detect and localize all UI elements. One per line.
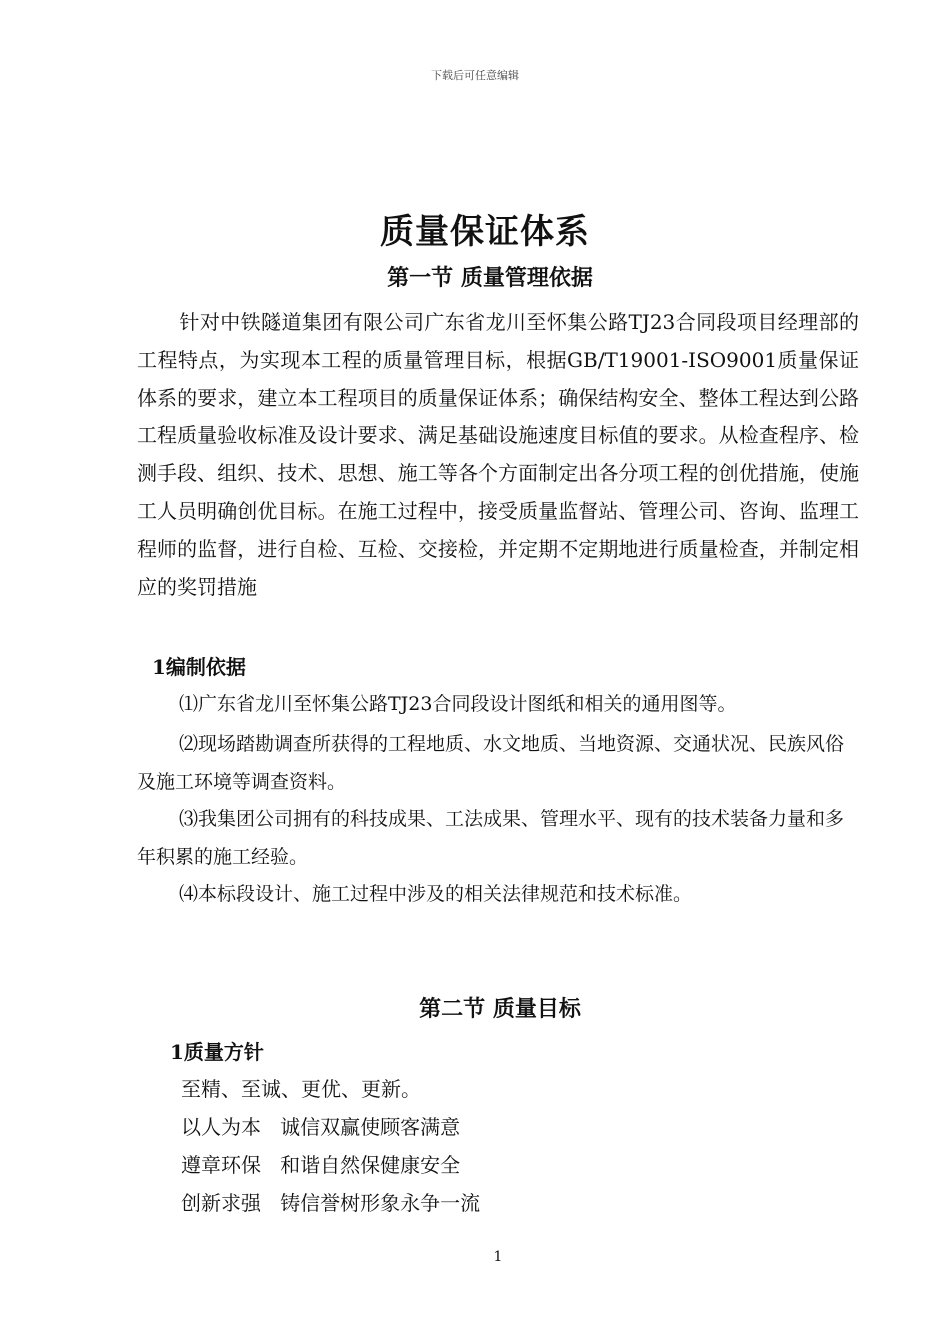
document-title: 质量保证体系	[380, 212, 590, 252]
policy-line-1: 至精、至诚、更优、更新。	[181, 1077, 421, 1101]
basis-item-1	[137, 686, 859, 724]
basis-item-1-text: ⑴广东省龙川至怀集公路TJ23合同段设计图纸和相关的通用图等。	[179, 693, 737, 715]
page-number: 1	[493, 1249, 503, 1265]
basis-item-3	[137, 801, 859, 876]
basis-item-4-text: ⑷本标段设计、施工过程中涉及的相关法律规范和技术标准。	[179, 883, 693, 905]
section-2-title: 第二节 质量目标	[419, 996, 581, 1022]
section-1-intro-text: 针对中铁隧道集团有限公司广东省龙川至怀集公路TJ23合同段项目经理部的工程特点，为实现本工程的质量管理目标，根据GB/T19001-ISO9001质量保证体系的要求，建立本工程项目的质量保证体系；确保结构安全、整体工程达到公路工程质量验收标准及设计要求、满足基础设施速度目标值的要求。从检查程序、检测手段、组织、技术、思想、施工等各个方面制定出各分项工程的创优措施，使施工人员明确创优目标。在施工过程中，接受质量监督站、管理公司、咨询、监理工程师的监督，进行自检、互检、交接检，并定期不定期地进行质量检查，并制定相应的奖罚措施	[137, 310, 859, 599]
basis-heading: 1编制依据	[152, 655, 246, 679]
basis-item-2-text: ⑵现场踏勘调查所获得的工程地质、水文地质、当地资源、交通状况、民族风俗及施工环境等调查资料。	[137, 733, 845, 793]
policy-line-3: 遵章环保 和谐自然保健康安全	[181, 1153, 461, 1177]
policy-line-4: 创新求强 铸信誉树形象永争一流	[181, 1191, 481, 1215]
basis-item-4	[137, 876, 859, 914]
section-1-title: 第一节 质量管理依据	[387, 265, 593, 291]
policy-line-2: 以人为本 诚信双赢使顾客满意	[181, 1115, 461, 1139]
section-1-intro-paragraph	[137, 304, 859, 606]
basis-item-2	[137, 726, 859, 801]
header-note: 下载后可任意编辑	[431, 69, 519, 82]
basis-item-3-text: ⑶我集团公司拥有的科技成果、工法成果、管理水平、现有的技术装备力量和多年积累的施工经验。	[137, 808, 845, 868]
policy-heading: 1质量方针	[170, 1040, 264, 1064]
